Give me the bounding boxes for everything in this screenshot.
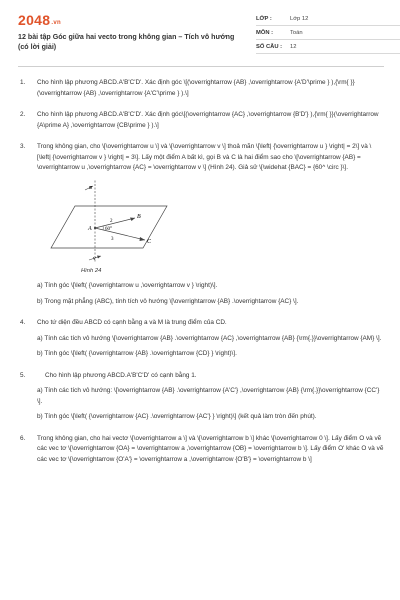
figure-24 [47,176,197,268]
question-text: Cho hình lập phương ABCD.A'B'C'D'. Xác định góc \[(\overrightarrow {AB} ,\overrightarrow {A'D'\prime } ),{\rm{ }}(\overrightarrow {AB} ,\overrightarrow {A'C'\prime } ).\] [37,79,355,97]
question-3: 3. Trong không gian, cho \[\overrightarrow u \] và \[\overrightarrow v \] thoả mãn \[\left| {\overrightarrow u } \right| = 2\] và \[\left| {\overrightarrow v } \right| = 3\]. Lấy một điểm A bất kì, gọi B và C là hai điểm sao cho \[\overrightarrow {AB} = \overrightarrow u ,\overrightarrow {AC} = \overrightarrow v \] (Hình 24). Giả sử \[\widehat {BAC} = {60^ \circ }\]. u v A B C 2 3 60° Hình 24 a) Tính góc \[\left( {\overrightarrow u ,\overrightarrow v } \right)\]. b) Trong mặt phẳng (ABC), tính tích vô hướng \[\overrightarrow {AB} .\overrightarrow {AC} \]. [18,142,384,307]
question-2: 2. Cho hình lập phương ABCD.A'B'C'D'. Xác định góc\[(\overrightarrow {AC} ,\overrightarrow {B'D'} ),{\rm{ }}(\overrightarrow {A\prime A} ,\overrightarrow {CB\prime } ).\] [18,110,384,131]
sub-question-a: a) Tính các tích vô hướng \[\overrightarrow {AB} .\overrightarrow {AC} ,\overrightarrow {AB} {\rm{.}}\overrightarrow {AM} \]. [37,334,382,342]
meta-row-count: SỐ CÂU : 12 [256,40,400,54]
question-6: 6. Trong không gian, cho hai vectơ \[\overrightarrow a \] và \[\overrightarrow b \] khác \[\overrightarrow 0 \]. Lấy điểm O và vẽ các vec tơ \[\overrightarrow {OA} = \overrightarrow a ,\overrightarrow {OB} = \overrightarrow b \]. Lấy điểm O' khác O và vẽ các vec tơ \[\overrightarrow {O'A'} = \overrightarrow a ,\overrightarrow {O'B'} = \overrightarrow b \] [18,434,384,466]
question-text: Cho hình lập phương ABCD.A'B'C'D' có cạnh bằng 1. [45,371,197,379]
site-logo[interactable]: 2048.vn [18,12,61,28]
sub-question-b: b) Tính góc \[\left( {\overrightarrow {AB} .\overrightarrow {CD} } \right)\]. [37,350,237,357]
sub-question-b: b) Tính góc \[\left( {\overrightarrow {AC} .\overrightarrow {AC'} } \right)\] (kết quả làm tròn đến phút). [37,413,317,420]
question-4: 4. Cho tứ diện đều ABCD có cạnh bằng a và M là trung điểm của CD. a) Tính các tích vô hướng \[\overrightarrow {AB} .\overrightarrow {AC} ,\overrightarrow {AB} {\rm{.}}\overrightarrow {AM} \]. b) Tính góc \[\left( {\overrightarrow {AB} .\overrightarrow {CD} } \right)\]. [18,318,384,360]
question-1: 1. Cho hình lập phương ABCD.A'B'C'D'. Xác định góc \[(\overrightarrow {AB} ,\overrightarrow {A'D'\prime } ),{\rm{ }}(\overrightarrow {AB} ,\overrightarrow {A'C'\prime } ).\] [18,78,384,99]
sub-question-a: a) Tính góc \[\left( {\overrightarrow u ,\overrightarrow v } \right)\]. [37,282,218,289]
header-divider [18,66,384,67]
label-v: v [93,255,96,262]
label-A: A [88,225,92,232]
question-5: 5. Cho hình lập phương ABCD.A'B'C'D' có cạnh bằng 1. a) Tính các tích vô hướng: \[\overrightarrow {AB} .\overrightarrow {A'C'} ,\overrightarrow {AB} {\rm{.}}\overrightarrow {CC'} \]. b) Tính góc \[\left( {\overrightarrow {AC} .\overrightarrow {AC'} } \right)\] (kết quả làm tròn đến phút). [18,371,384,423]
meta-table [256,12,400,54]
sub-question-a: a) Tính các tích vô hướng: \[\overrightarrow {AB} .\overrightarrow {A'C'} ,\overrightarrow {AB} {\rm{.}}\overrightarrow {CC'} \]. [37,387,380,405]
question-text: Cho hình lập phương ABCD.A'B'C'D'. Xác định góc\[(\overrightarrow {AC} ,\overrightarrow {B'D'} ),{\rm{ }}(\overrightarrow {A\prime A} ,\overrightarrow {CB\prime } ).\] [37,111,379,129]
question-list [18,78,384,465]
label-angle: 60° [105,226,112,232]
document-header [18,12,384,60]
label-u: u [89,184,92,191]
figure-caption: Hình 24 [81,267,102,274]
label-C: C [147,238,152,245]
question-text: Trong không gian, cho \[\overrightarrow u \] và \[\overrightarrow v \] thoả mãn \[\left| {\overrightarrow u } \right| = 2\] và \[\left| {\overrightarrow v } \right| = 3\]. Lấy một điểm A bất kì, gọi B và C là hai điểm sao cho \[\overrightarrow {AB} = \overrightarrow u ,\overrightarrow {AC} = \overrightarrow v \] (Hình 24). Giả sử \[\widehat {BAC} = {60^ \circ }\]. [37,143,372,171]
question-text: Trong không gian, cho hai vectơ \[\overrightarrow a \] và \[\overrightarrow b \] khác \[\overrightarrow 0 \]. Lấy điểm O và vẽ các vec tơ \[\overrightarrow {OA} = \overrightarrow a ,\overrightarrow {OB} = \overrightarrow b \]. Lấy điểm O' khác O và vẽ các vec tơ \[\overrightarrow {O'A'} = \overrightarrow a ,\overrightarrow {O'B'} = \overrightarrow b \] [37,434,384,463]
label-length-3: 3 [111,236,114,242]
question-text: Cho tứ diện đều ABCD có cạnh bằng a và M là trung điểm của CD. [37,319,227,326]
vector-diagram [47,176,197,266]
label-length-2: 2 [110,218,113,224]
label-B: B [137,213,141,220]
page-title: 12 bài tập Góc giữa hai vecto trong không gian – Tích vô hướng (có lời giải) [18,33,235,51]
meta-row-subject: MÔN : Toán [256,26,400,40]
sub-question-b: b) Trong mặt phẳng (ABC), tính tích vô hướng \[\overrightarrow {AB} .\overrightarrow {AC} \]. [37,297,299,305]
meta-row-class: LỚP : Lớp 12 [256,12,400,26]
